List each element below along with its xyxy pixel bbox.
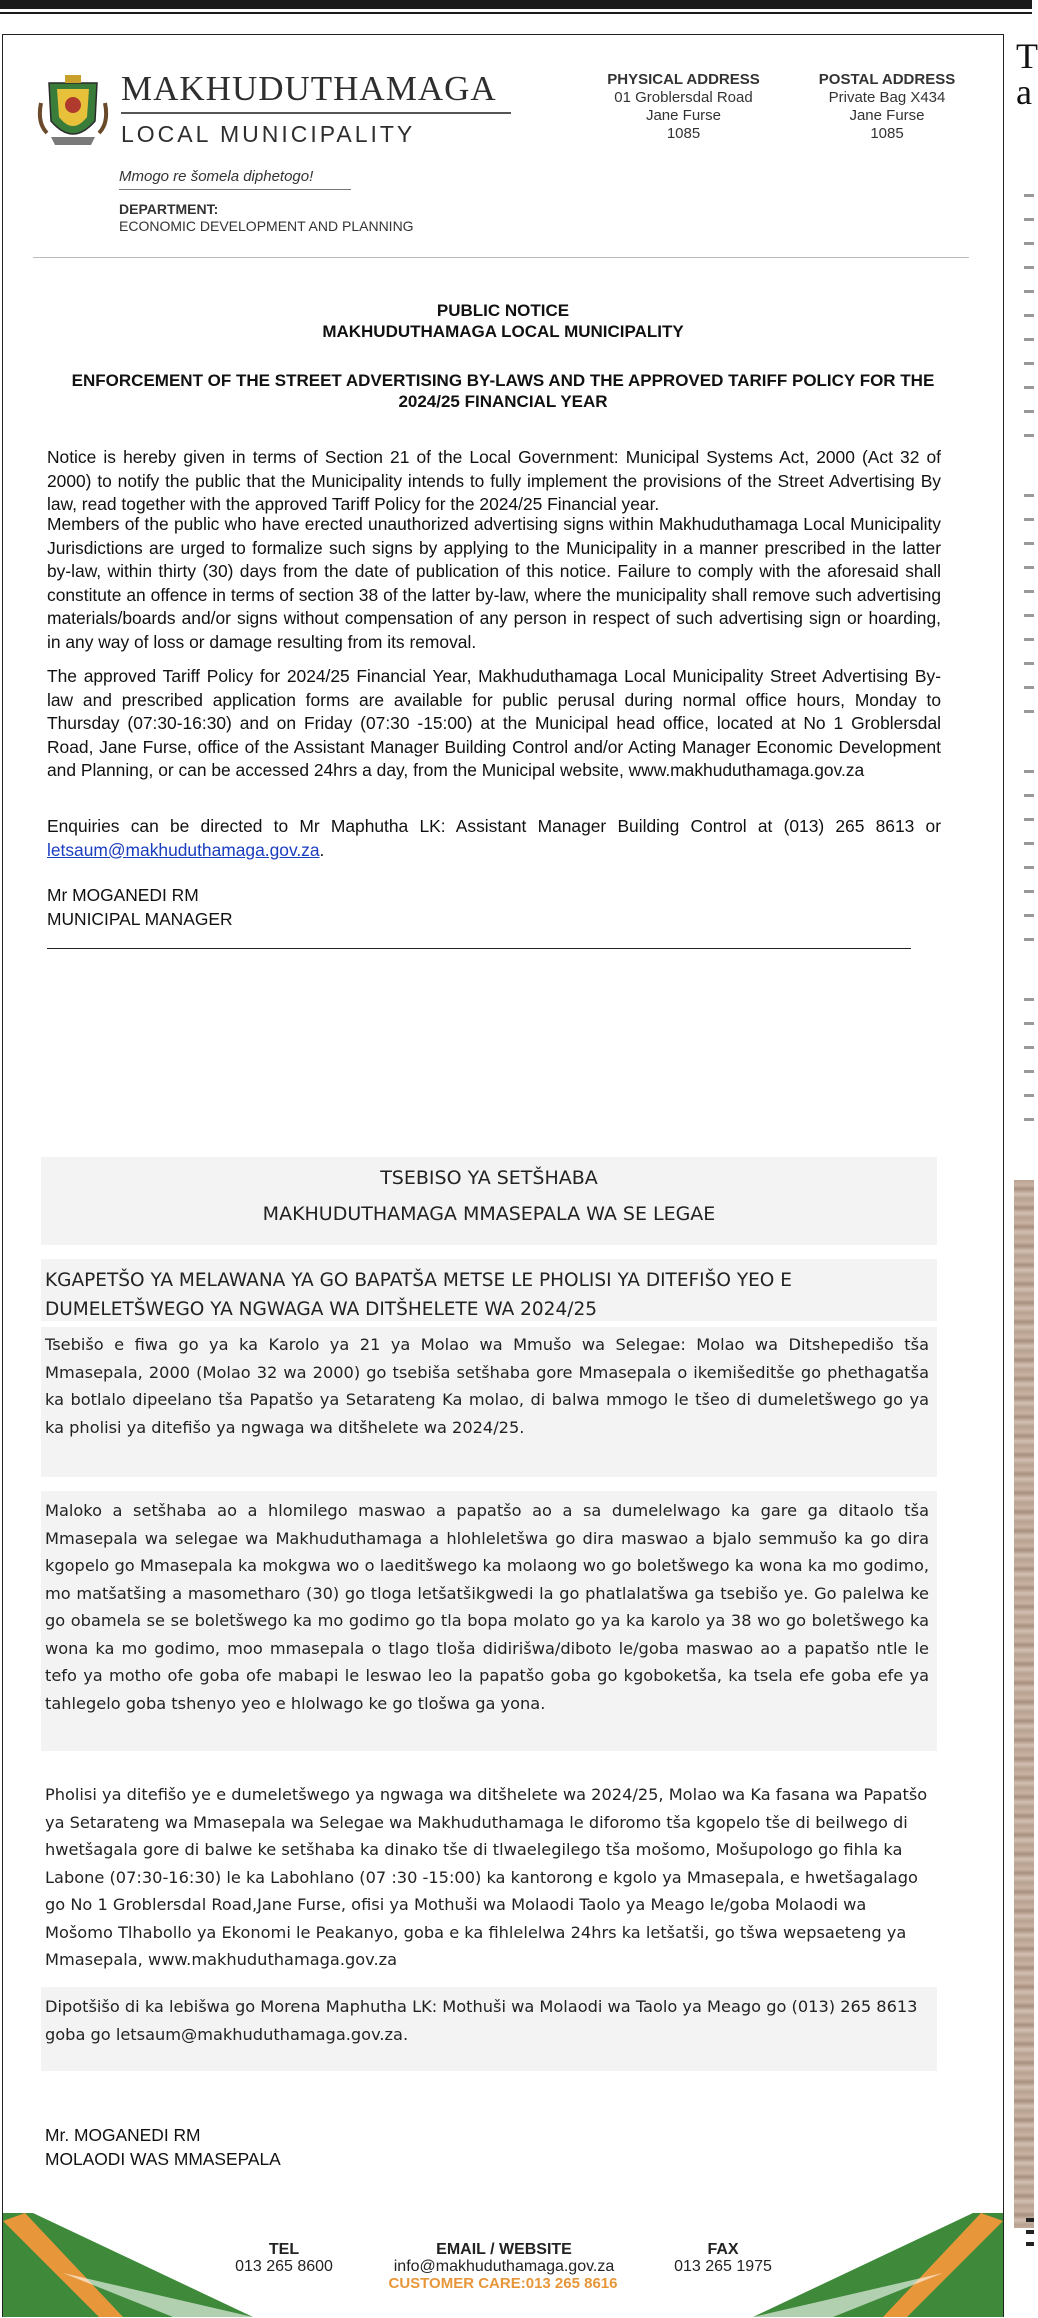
- enquiries-paragraph: [47, 815, 941, 862]
- adjacent-text-line: [1024, 218, 1034, 221]
- sepedi-paragraph: Maloko a setšhaba ao a hlomilego maswao a papatšo ao a sa dumelelwago ka gare ga ditaolo tša Mmasepala wa selegae wa Makhuduthamaga a hlohleletšwa go dira maswao a bjalo semmušo ka go dira kgopelo go Mmasepala ka mokgwa wo o laeditšwego ka molaong wo go boletšwego ka wona ka mo godimo, mo matšatšing a masometharo (30) go tloga letšatšikgwedi la go phatlalatšwa ga tsebišo ye. Go palelwa ke go obamela se se boletšwego ka mo godimo go tla bopa molato go ya ka karolo ya 38 wo go boletšwego ka wona ka mo godimo, moo mmasepala o tlago tloša didirišwa/diboto le/goba maswao ao a papatšo ntle le tefo ya motho ofe goba ofe mabapi le leswao leo la papatšo goba go kgoboketša, ka tsela efe goba efe ya tahlegelo goba tshenyo yeo e hlolwago ke go tlošwa ga yona.: [45, 1501, 929, 1713]
- adjacent-text-line: [1024, 914, 1034, 917]
- municipal-crest-icon: [37, 73, 109, 153]
- paragraph: The approved Tariff Policy for 2024/25 Financial Year, Makhuduthamaga Local Municipality Street Advertising By-law and prescribed application forms are available for public perusal during normal office hours, Monday to Thursday (07:30-16:30) and on Friday (07:30 -15:00) at the Municipal head office, located at No 1 Groblersdal Road, Jane Furse, office of the Assistant Manager Building Control and/or Acting Manager Economic Development and Planning, or can be accessed 24hrs a day, from the Municipal website, www.makhuduthamaga.gov.za: [47, 666, 941, 780]
- notice-title: PUBLIC NOTICE: [436, 301, 570, 320]
- adjacent-text-line: [1024, 866, 1034, 869]
- adjacent-text-line: [1024, 242, 1034, 245]
- footer-tel-label: TEL: [268, 2241, 300, 2258]
- adjacent-text-line: [1024, 434, 1034, 437]
- physical-address-heading: PHYSICAL ADDRESS: [607, 71, 760, 88]
- sepedi-notice-title: TSEBISO YA SETŠHABA: [380, 1167, 598, 1189]
- org-subtitle: LOCAL MUNICIPALITY: [121, 121, 416, 147]
- footer-fax-label: FAX: [707, 2241, 739, 2258]
- adjacent-text-line: [1024, 1070, 1034, 1073]
- department-label: DEPARTMENT:: [119, 201, 219, 217]
- footer-fax: [653, 2241, 793, 2275]
- adjacent-text-line: [1024, 770, 1034, 773]
- customer-care: CUSTOMER CARE:013 265 8616: [388, 2275, 618, 2292]
- adjacent-text-line: [1024, 266, 1034, 269]
- footer-email-label: EMAIL / WEBSITE: [436, 2241, 572, 2258]
- section-divider: [47, 948, 911, 949]
- paragraph: Notice is hereby given in terms of Section 21 of the Local Government: Municipal Systems Act, 2000 (Act 32 of 2000) to notify the public that the Municipality intends to fully implement the provisions of the Street Advertising By law, read together with the approved Tariff Policy for the 2024/25 Financial year.: [47, 447, 941, 514]
- enquiries-end: .: [319, 839, 325, 860]
- logo-divider: [121, 112, 511, 114]
- adjacent-text-line: [1024, 1118, 1034, 1121]
- top-border: [0, 0, 1032, 9]
- footer-tel: [219, 2241, 349, 2275]
- sepedi-signatory-name: Mr. MOGANEDI RM: [45, 2125, 201, 2145]
- adjacent-text-line: [1024, 818, 1034, 821]
- footer-tel-value: 013 265 8600: [235, 2258, 333, 2275]
- footer-email: [371, 2241, 637, 2275]
- physical-address-line: 01 Groblersdal Road: [614, 89, 753, 106]
- adjacent-text-line: [1024, 938, 1034, 941]
- postal-address: [803, 71, 971, 143]
- notice-org: MAKHUDUTHAMAGA LOCAL MUNICIPALITY: [322, 322, 684, 341]
- adjacent-text-line: [1024, 290, 1034, 293]
- adjacent-page-strip: [1004, 34, 1038, 2318]
- postal-address-line: Jane Furse: [849, 107, 925, 124]
- sepedi-notice-org: MAKHUDUTHAMAGA MMASEPALA WA SE LEGAE: [262, 1203, 716, 1225]
- enquiries-email-link[interactable]: letsaum@makhuduthamaga.gov.za: [47, 839, 320, 860]
- department-name: ECONOMIC DEVELOPMENT AND PLANNING: [119, 218, 414, 234]
- adjacent-text-line: [1024, 1094, 1034, 1097]
- org-name: MAKHUDUTHAMAGA: [121, 69, 497, 108]
- postal-address-heading: POSTAL ADDRESS: [818, 71, 956, 88]
- notice-page: [2, 34, 1004, 2317]
- adjacent-text-line: [1024, 794, 1034, 797]
- adjacent-text-line: [1024, 842, 1034, 845]
- physical-address-line: Jane Furse: [645, 107, 722, 124]
- notice-heading: ENFORCEMENT OF THE STREET ADVERTISING BY-LAWS AND THE APPROVED TARIFF POLICY FOR THE 2024/25 FINANCIAL YEAR: [71, 371, 935, 411]
- sepedi-paragraph: Pholisi ya ditefišo ye e dumeletšwego ya ngwaga wa ditšhelete wa 2024/25, Molao wa Ka fasana wa Papatšo ya Setarateng wa Mmasepala wa Selegae wa Makhuduthamaga le diforomo tša kgopelo tše di beilwego di hwetšagala gore di balwe ke setšhaba ka dinako tše di tlwaelegilego tša mošomo, Mošupologo go fihla ka Labone (07:30-16:30) le ka Labohlano (07 :30 -15:00) ka kantorong e kgolo ya Mmasepala, e hwetšagalago go No 1 Groblersdal Road,Jane Furse, ofisi ya Mothuši wa Molaodi Taolo ya Meago le/goba Molaodi wa Mošomo Tlhabollo ya Ekonomi le Peakanyo, goba e ka fihlelelwa 24hrs ka letšatši, go tšwa wepsaeteng ya Mmasepala, www.makhuduthamaga.gov.za: [45, 1785, 928, 1969]
- adjacent-text-line: [1024, 614, 1034, 617]
- sepedi-heading: KGAPETŠO YA MELAWANA YA GO BAPATŠA METSE LE PHOLISI YA DITEFIŠO YEO E DUMELETŠWEGO YA NGWAGA WA DITŠHELETE WA 2024/25: [45, 1270, 792, 1320]
- signature-block: [47, 883, 233, 931]
- adjacent-text-line: [1024, 710, 1034, 713]
- top-border-thin: [0, 12, 1032, 14]
- adjacent-text-line: [1024, 590, 1034, 593]
- adjacent-text-line: [1024, 662, 1034, 665]
- adjacent-text-line: [1024, 1022, 1034, 1025]
- header-divider: [33, 257, 969, 258]
- adjacent-heading-fragment: a: [1016, 72, 1032, 112]
- adjacent-text-line: [1024, 194, 1034, 197]
- sepedi-enquiries: Dipotšišo di ka lebišwa go Morena Maphutha LK: Mothuši wa Molaodi wa Taolo ya Meago go (013) 265 8613 goba go letsaum@makhuduthamaga.gov.za.: [45, 1997, 918, 2044]
- adjacent-text-line: [1024, 638, 1034, 641]
- adjacent-text-line: [1024, 890, 1034, 893]
- adjacent-text-line: [1024, 686, 1034, 689]
- adjacent-text-line: [1024, 1046, 1034, 1049]
- postal-address-line: Private Bag X434: [828, 89, 946, 106]
- adjacent-heading-fragment: T: [1016, 36, 1038, 76]
- adjacent-text-line: [1024, 494, 1034, 497]
- adjacent-text-line: [1024, 314, 1034, 317]
- adjacent-text-line: [1024, 338, 1034, 341]
- paragraph: Members of the public who have erected unauthorized advertising signs within Makhuduthamaga Local Municipality Jurisdictions are urged to formalize such signs by applying to the Municipality in a manner prescribed in the latter by-law, within thirty (30) days from the date of publication of this notice. Failure to comply with the aforesaid shall constitute an offence in terms of section 38 of the latter by-law, where the municipality shall remove such advertising materials/boards and/or signs without compensation of any person in respect of such advertising sign or hoarding, in any way of loss or damage resulting from its removal.: [47, 514, 941, 652]
- adjacent-text-line: [1024, 362, 1034, 365]
- adjacent-caption-line: [1026, 2242, 1034, 2246]
- sepedi-paragraph: Tsebišo e fiwa go ya ka Karolo ya 21 ya Molao wa Mmušo wa Selegae: Molao wa Ditshepedišo tša Mmasepala, 2000 (Molao 32 wa 2000) go tsebiša setšhaba gore Mmasepala o ikemišeditše go phethagatša ka botlalo dipeelano tša Papatšo ya Setarateng Ka molao, di balwa mmogo le tšeo di dumeletšwego go ya ka pholisi ya ditefišo ya ngwaga wa ditšhelete wa 2024/25.: [45, 1335, 929, 1437]
- adjacent-text-line: [1024, 410, 1034, 413]
- enquiries-text: Enquiries can be directed to Mr Maphutha LK: Assistant Manager Building Control at (013) 265 8613 or: [47, 816, 941, 836]
- adjacent-text-line: [1024, 518, 1034, 521]
- postal-address-line: 1085: [870, 125, 904, 142]
- adjacent-text-line: [1024, 386, 1034, 389]
- signatory-title: MUNICIPAL MANAGER: [47, 909, 233, 929]
- signatory-name: Mr MOGANEDI RM: [47, 885, 199, 905]
- adjacent-photo: [1014, 1180, 1034, 2228]
- adjacent-caption-line: [1026, 2230, 1034, 2234]
- adjacent-caption-line: [1026, 2218, 1034, 2222]
- footer-fax-value: 013 265 1975: [674, 2258, 772, 2275]
- adjacent-text-line: [1024, 998, 1034, 1001]
- footer-email-value[interactable]: info@makhuduthamaga.gov.za: [393, 2258, 615, 2275]
- motto-divider: [119, 189, 351, 190]
- physical-address: [591, 71, 776, 143]
- motto: Mmogo re šomela diphetogo!: [119, 168, 314, 185]
- adjacent-text-line: [1024, 566, 1034, 569]
- adjacent-text-line: [1024, 542, 1034, 545]
- physical-address-line: 1085: [666, 125, 701, 142]
- sepedi-signature-block: [45, 2123, 281, 2171]
- sepedi-signatory-title: MOLAODI WAS MMASEPALA: [45, 2149, 281, 2169]
